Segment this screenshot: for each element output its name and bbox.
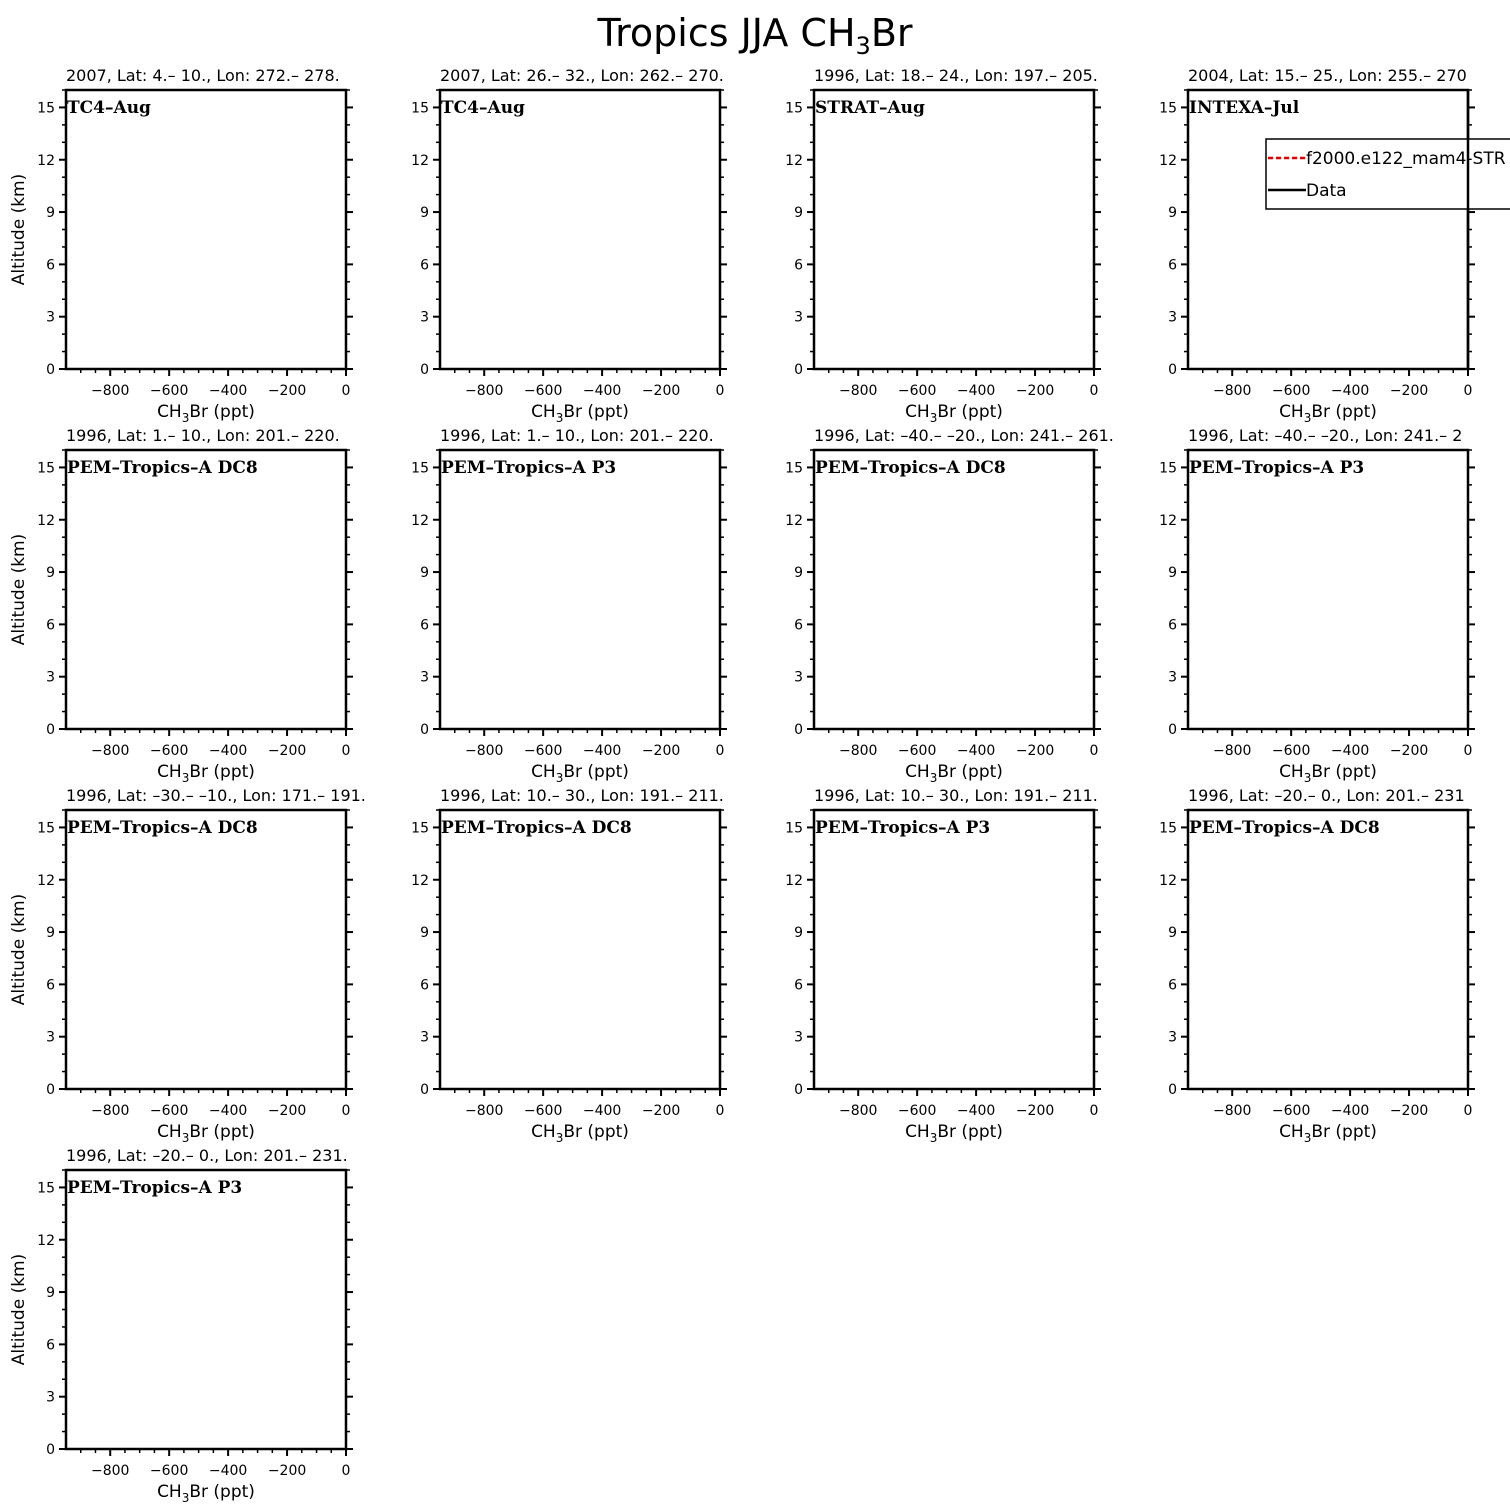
- y-tick-label: 0: [46, 1442, 55, 1458]
- panel-title: 2007, Lat: 4.– 10., Lon: 272.– 278.: [66, 66, 340, 85]
- y-tick-label: 6: [1168, 977, 1177, 994]
- y-axis-label: Altitude (km): [9, 173, 29, 286]
- x-tick-label: 0: [341, 743, 351, 759]
- x-tick-label: −600: [149, 1463, 189, 1479]
- y-tick-label: 6: [46, 257, 55, 274]
- plot-frame: [66, 810, 346, 1089]
- x-axis-label: $CH_3Br$ (ppt): [1279, 402, 1377, 425]
- x-tick-label: −400: [582, 743, 622, 759]
- x-tick-label: −200: [267, 1103, 307, 1119]
- campaign-label: PEM–Tropics–A DC8: [441, 818, 632, 838]
- x-tick-label: −800: [464, 383, 504, 399]
- x-tick-label: −600: [149, 1103, 189, 1119]
- y-tick-label: 3: [794, 309, 803, 326]
- y-tick-label: 3: [46, 309, 55, 326]
- campaign-label: PEM–Tropics–A DC8: [815, 458, 1006, 478]
- legend-label: f2000.e122_mam4-STR: [1306, 149, 1506, 169]
- campaign-label: PEM–Tropics–A DC8: [67, 458, 258, 478]
- y-tick-label: 15: [37, 820, 55, 837]
- y-tick-label: 3: [46, 669, 55, 686]
- x-tick-label: −800: [464, 743, 504, 759]
- y-tick-label: 3: [1168, 669, 1177, 686]
- panel-title: 1996, Lat: 10.– 30., Lon: 191.– 211.: [440, 786, 724, 805]
- y-tick-label: 3: [46, 1029, 55, 1046]
- y-tick-label: 12: [1159, 512, 1177, 529]
- x-tick-label: −600: [1271, 383, 1311, 399]
- y-tick-label: 0: [420, 362, 429, 378]
- panel-10: [411, 786, 727, 1145]
- plot-frame: [66, 90, 346, 369]
- campaign-label: STRAT–Aug: [815, 98, 925, 118]
- y-tick-label: 6: [794, 617, 803, 634]
- y-tick-label: 0: [46, 1082, 55, 1098]
- panel-3: [785, 66, 1101, 425]
- y-tick-label: 6: [46, 1337, 55, 1354]
- panel-title: 1996, Lat: –20.– 0., Lon: 201.– 231: [1188, 786, 1465, 805]
- plot-frame: [1188, 450, 1468, 729]
- panel-title: 2007, Lat: 26.– 32., Lon: 262.– 270.: [440, 66, 724, 85]
- x-tick-label: −400: [956, 1103, 996, 1119]
- y-tick-label: 12: [785, 152, 803, 169]
- x-tick-label: −600: [1271, 1103, 1311, 1119]
- y-tick-label: 6: [420, 257, 429, 274]
- y-tick-label: 0: [794, 1082, 803, 1098]
- panel-6: [411, 426, 727, 785]
- panel-11: [785, 786, 1101, 1145]
- y-tick-label: 9: [1168, 925, 1177, 942]
- figure-title: Tropics JJA $CH_3Br$: [597, 11, 913, 60]
- x-tick-label: −600: [897, 383, 937, 399]
- x-tick-label: 0: [715, 743, 725, 759]
- x-tick-label: −600: [149, 383, 189, 399]
- plot-frame: [440, 810, 720, 1089]
- y-tick-label: 0: [420, 722, 429, 738]
- y-tick-label: 12: [1159, 872, 1177, 889]
- x-tick-label: −600: [523, 743, 563, 759]
- y-tick-label: 15: [37, 460, 55, 477]
- x-tick-label: −400: [956, 743, 996, 759]
- plot-frame: [66, 450, 346, 729]
- x-tick-label: −800: [90, 383, 130, 399]
- x-tick-label: 0: [1463, 743, 1473, 759]
- y-tick-label: 0: [794, 722, 803, 738]
- y-tick-label: 15: [411, 100, 429, 117]
- panel-13: [9, 1146, 353, 1505]
- x-tick-label: 0: [1089, 743, 1099, 759]
- x-tick-label: 0: [715, 383, 725, 399]
- x-axis-label: $CH_3Br$ (ppt): [531, 402, 629, 425]
- y-tick-label: 9: [46, 1285, 55, 1302]
- y-tick-label: 15: [785, 820, 803, 837]
- x-tick-label: −600: [523, 1103, 563, 1119]
- x-tick-label: −400: [208, 1463, 248, 1479]
- y-tick-label: 3: [420, 669, 429, 686]
- y-tick-label: 9: [420, 925, 429, 942]
- panel-title: 1996, Lat: –30.– –10., Lon: 171.– 191.: [66, 786, 366, 805]
- x-tick-label: −400: [208, 743, 248, 759]
- plot-frame: [440, 450, 720, 729]
- campaign-label: INTEXA–Jul: [1189, 98, 1300, 118]
- plot-frame: [66, 1170, 346, 1449]
- panel-title: 1996, Lat: 1.– 10., Lon: 201.– 220.: [66, 426, 340, 445]
- x-tick-label: −200: [1389, 383, 1429, 399]
- y-tick-label: 0: [1168, 1082, 1177, 1098]
- y-tick-label: 15: [37, 100, 55, 117]
- x-axis-label: $CH_3Br$ (ppt): [905, 1122, 1003, 1145]
- x-tick-label: −600: [897, 743, 937, 759]
- x-tick-label: 0: [1089, 1103, 1099, 1119]
- x-axis-label: $CH_3Br$ (ppt): [905, 402, 1003, 425]
- y-tick-label: 6: [420, 617, 429, 634]
- legend: [1266, 90, 1510, 369]
- x-axis-label: $CH_3Br$ (ppt): [531, 762, 629, 785]
- x-axis-label: $CH_3Br$ (ppt): [1279, 762, 1377, 785]
- x-tick-label: −400: [1330, 1103, 1370, 1119]
- y-tick-label: 15: [411, 460, 429, 477]
- y-tick-label: 12: [411, 152, 429, 169]
- x-tick-label: 0: [341, 1463, 351, 1479]
- y-tick-label: 6: [420, 977, 429, 994]
- y-tick-label: 12: [37, 152, 55, 169]
- x-axis-label: $CH_3Br$ (ppt): [157, 762, 255, 785]
- x-tick-label: −400: [956, 383, 996, 399]
- x-axis-label: $CH_3Br$ (ppt): [531, 1122, 629, 1145]
- y-tick-label: 15: [1159, 820, 1177, 837]
- campaign-label: PEM–Tropics–A P3: [1189, 458, 1365, 478]
- y-tick-label: 0: [46, 722, 55, 738]
- x-axis-label: $CH_3Br$ (ppt): [157, 1482, 255, 1505]
- x-axis-label: $CH_3Br$ (ppt): [1279, 1122, 1377, 1145]
- x-tick-label: −200: [267, 1463, 307, 1479]
- y-axis-label: Altitude (km): [9, 533, 29, 646]
- x-tick-label: −200: [641, 1103, 681, 1119]
- x-tick-label: −200: [641, 743, 681, 759]
- y-tick-label: 9: [46, 205, 55, 222]
- y-tick-label: 12: [37, 872, 55, 889]
- y-tick-label: 9: [794, 925, 803, 942]
- x-tick-label: −400: [208, 383, 248, 399]
- campaign-label: PEM–Tropics–A DC8: [67, 818, 258, 838]
- panel-7: [785, 426, 1114, 785]
- y-tick-label: 12: [411, 872, 429, 889]
- x-tick-label: −200: [1389, 743, 1429, 759]
- y-tick-label: 12: [37, 512, 55, 529]
- y-tick-label: 3: [1168, 1029, 1177, 1046]
- x-tick-label: −400: [208, 1103, 248, 1119]
- x-tick-label: −400: [1330, 383, 1370, 399]
- plot-frame: [1188, 810, 1468, 1089]
- x-tick-label: −600: [1271, 743, 1311, 759]
- x-tick-label: −200: [267, 743, 307, 759]
- panel-9: [9, 786, 366, 1145]
- y-tick-label: 6: [1168, 257, 1177, 274]
- x-tick-label: −800: [90, 743, 130, 759]
- panel-title: 1996, Lat: 18.– 24., Lon: 197.– 205.: [814, 66, 1098, 85]
- y-tick-label: 15: [37, 1180, 55, 1197]
- campaign-label: PEM–Tropics–A DC8: [1189, 818, 1380, 838]
- panel-title: 1996, Lat: –20.– 0., Lon: 201.– 231.: [66, 1146, 348, 1165]
- panel-title: 1996, Lat: 1.– 10., Lon: 201.– 220.: [440, 426, 714, 445]
- y-tick-label: 9: [1168, 565, 1177, 582]
- y-tick-label: 6: [1168, 617, 1177, 634]
- y-tick-label: 6: [46, 617, 55, 634]
- y-tick-label: 9: [1168, 205, 1177, 222]
- y-tick-label: 3: [794, 1029, 803, 1046]
- legend-label: Data: [1306, 181, 1347, 201]
- x-tick-label: −800: [1212, 743, 1252, 759]
- plot-frame: [814, 810, 1094, 1089]
- x-tick-label: −200: [641, 383, 681, 399]
- y-tick-label: 9: [420, 565, 429, 582]
- y-axis-label: Altitude (km): [9, 893, 29, 1006]
- panel-4: [1159, 66, 1475, 425]
- y-tick-label: 9: [46, 925, 55, 942]
- x-axis-label: $CH_3Br$ (ppt): [905, 762, 1003, 785]
- campaign-label: TC4–Aug: [441, 98, 525, 118]
- y-tick-label: 9: [420, 205, 429, 222]
- y-tick-label: 15: [785, 460, 803, 477]
- y-tick-label: 12: [37, 1232, 55, 1249]
- x-axis-label: $CH_3Br$ (ppt): [157, 1122, 255, 1145]
- plot-frame: [814, 90, 1094, 369]
- y-tick-label: 3: [420, 309, 429, 326]
- x-tick-label: 0: [715, 1103, 725, 1119]
- x-tick-label: 0: [1463, 383, 1473, 399]
- y-tick-label: 15: [411, 820, 429, 837]
- y-tick-label: 9: [46, 565, 55, 582]
- campaign-label: PEM–Tropics–A P3: [441, 458, 617, 478]
- y-tick-label: 12: [785, 512, 803, 529]
- x-tick-label: −400: [1330, 743, 1370, 759]
- panel-2: [411, 66, 727, 425]
- panel-title: 2004, Lat: 15.– 25., Lon: 255.– 270: [1188, 66, 1467, 85]
- x-tick-label: −800: [838, 743, 878, 759]
- y-tick-label: 12: [785, 872, 803, 889]
- panel-12: [1159, 786, 1475, 1145]
- x-tick-label: −800: [464, 1103, 504, 1119]
- y-tick-label: 3: [420, 1029, 429, 1046]
- panel-title: 1996, Lat: –40.– –20., Lon: 241.– 2: [1188, 426, 1463, 445]
- y-tick-label: 15: [785, 100, 803, 117]
- campaign-label: PEM–Tropics–A P3: [815, 818, 991, 838]
- y-tick-label: 3: [1168, 309, 1177, 326]
- x-tick-label: −400: [582, 383, 622, 399]
- x-tick-label: 0: [1463, 1103, 1473, 1119]
- y-tick-label: 3: [46, 1389, 55, 1406]
- campaign-label: TC4–Aug: [67, 98, 151, 118]
- x-tick-label: −800: [838, 1103, 878, 1119]
- plot-frame: [1188, 90, 1468, 369]
- x-axis-label: $CH_3Br$ (ppt): [157, 402, 255, 425]
- x-tick-label: −200: [1015, 383, 1055, 399]
- x-tick-label: −200: [1389, 1103, 1429, 1119]
- x-tick-label: −400: [582, 1103, 622, 1119]
- x-tick-label: −800: [90, 1103, 130, 1119]
- panel-title: 1996, Lat: –40.– –20., Lon: 241.– 261.: [814, 426, 1114, 445]
- plot-frame: [814, 450, 1094, 729]
- y-tick-label: 0: [1168, 362, 1177, 378]
- panel-8: [1159, 426, 1475, 785]
- campaign-label: PEM–Tropics–A P3: [67, 1178, 243, 1198]
- x-tick-label: −200: [1015, 743, 1055, 759]
- y-tick-label: 12: [411, 512, 429, 529]
- y-tick-label: 0: [46, 362, 55, 378]
- x-tick-label: −200: [1015, 1103, 1055, 1119]
- x-tick-label: 0: [341, 383, 351, 399]
- x-tick-label: −800: [90, 1463, 130, 1479]
- y-tick-label: 15: [1159, 460, 1177, 477]
- panel-1: [9, 66, 353, 425]
- x-tick-label: −600: [149, 743, 189, 759]
- x-tick-label: 0: [341, 1103, 351, 1119]
- y-tick-label: 9: [794, 205, 803, 222]
- plot-frame: [440, 90, 720, 369]
- x-tick-label: −600: [523, 383, 563, 399]
- y-axis-label: Altitude (km): [9, 1253, 29, 1366]
- y-tick-label: 6: [794, 257, 803, 274]
- x-tick-label: −800: [838, 383, 878, 399]
- y-tick-label: 3: [794, 669, 803, 686]
- panel-title: 1996, Lat: 10.– 30., Lon: 191.– 211.: [814, 786, 1098, 805]
- y-tick-label: 0: [420, 1082, 429, 1098]
- y-tick-label: 15: [1159, 100, 1177, 117]
- x-tick-label: −200: [267, 383, 307, 399]
- y-tick-label: 6: [46, 977, 55, 994]
- x-tick-label: 0: [1089, 383, 1099, 399]
- x-tick-label: −800: [1212, 1103, 1252, 1119]
- y-tick-label: 0: [794, 362, 803, 378]
- panel-5: [9, 426, 353, 785]
- x-tick-label: −600: [897, 1103, 937, 1119]
- x-tick-label: −800: [1212, 383, 1252, 399]
- y-tick-label: 12: [1159, 152, 1177, 169]
- y-tick-label: 9: [794, 565, 803, 582]
- y-tick-label: 0: [1168, 722, 1177, 738]
- y-tick-label: 6: [794, 977, 803, 994]
